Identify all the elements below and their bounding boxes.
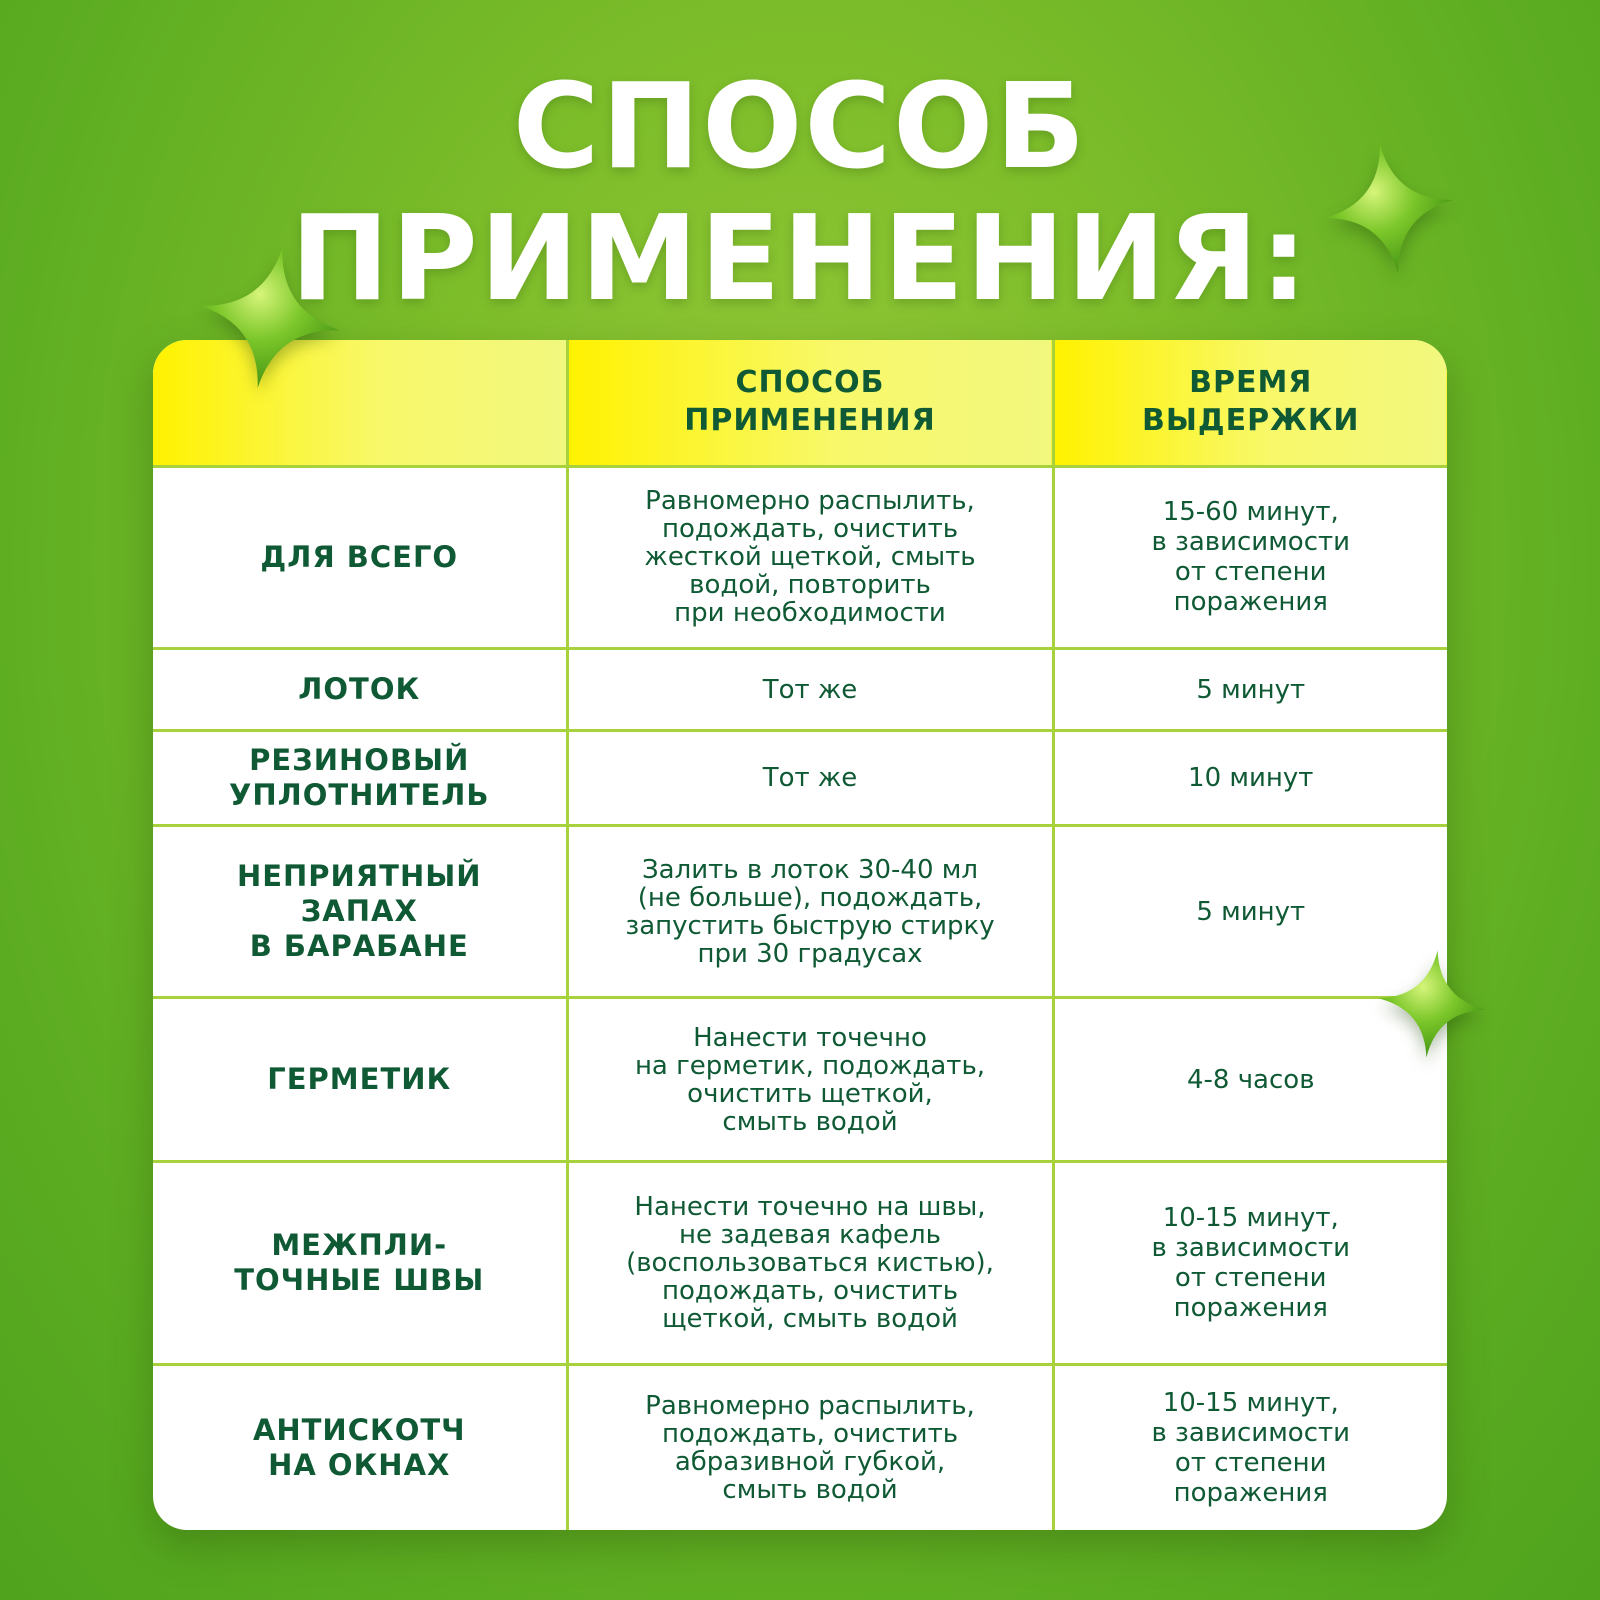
row-object: МЕЖПЛИ- ТОЧНЫЕ ШВЫ — [153, 1162, 567, 1365]
row-object: ГЕРМЕТИК — [153, 998, 567, 1162]
row-method: Залить в лоток 30-40 мл (не больше), подождать, запустить быструю стирку при 30 градусах — [567, 825, 1053, 998]
sparkle-star-icon — [196, 244, 344, 392]
sparkle-star-icon — [1322, 142, 1456, 276]
row-time: 5 минут — [1053, 649, 1447, 731]
row-object: АНТИСКОТЧ НА ОКНАХ — [153, 1364, 567, 1530]
title-line-1: СПОСОБ — [512, 57, 1088, 195]
row-method: Нанести точечно на швы, не задевая кафель (воспользоваться кистью), подождать, очистить щеткой, смыть водой — [567, 1162, 1053, 1365]
row-time: 10 минут — [1053, 731, 1447, 825]
usage-table-card — [153, 340, 1447, 1530]
row-time: 5 минут — [1053, 825, 1447, 998]
row-time: 10-15 минут, в зависимости от степени поражения — [1053, 1364, 1447, 1530]
row-time: 10-15 минут, в зависимости от степени поражения — [1053, 1162, 1447, 1365]
header-time: ВРЕМЯ ВЫДЕРЖКИ — [1053, 340, 1447, 466]
row-method: Тот же — [567, 731, 1053, 825]
table-row — [153, 649, 1447, 731]
title-line-2: ПРИМЕНЕНИЯ: — [290, 189, 1310, 327]
table-row — [153, 825, 1447, 998]
row-method: Равномерно распылить, подождать, очистить жесткой щеткой, смыть водой, повторить при необходимости — [567, 466, 1053, 649]
table-row — [153, 466, 1447, 649]
header-method: СПОСОБ ПРИМЕНЕНИЯ — [567, 340, 1053, 466]
usage-table — [153, 340, 1447, 1530]
row-method: Равномерно распылить, подождать, очистить абразивной губкой, смыть водой — [567, 1364, 1053, 1530]
row-object: НЕПРИЯТНЫЙ ЗАПАХ В БАРАБАНЕ — [153, 825, 567, 998]
row-method: Тот же — [567, 649, 1053, 731]
table-row — [153, 1162, 1447, 1365]
sparkle-star-icon — [1376, 948, 1488, 1060]
row-time: 15-60 минут, в зависимости от степени поражения — [1053, 466, 1447, 649]
table-row — [153, 1364, 1447, 1530]
row-object: РЕЗИНОВЫЙ УПЛОТНИТЕЛЬ — [153, 731, 567, 825]
table-row — [153, 731, 1447, 825]
row-time: 4-8 часов — [1053, 998, 1447, 1162]
row-object: ЛОТОК — [153, 649, 567, 731]
row-object: ДЛЯ ВСЕГО — [153, 466, 567, 649]
table-header-row — [153, 340, 1447, 466]
table-row — [153, 998, 1447, 1162]
row-method: Нанести точечно на герметик, подождать, очистить щеткой, смыть водой — [567, 998, 1053, 1162]
